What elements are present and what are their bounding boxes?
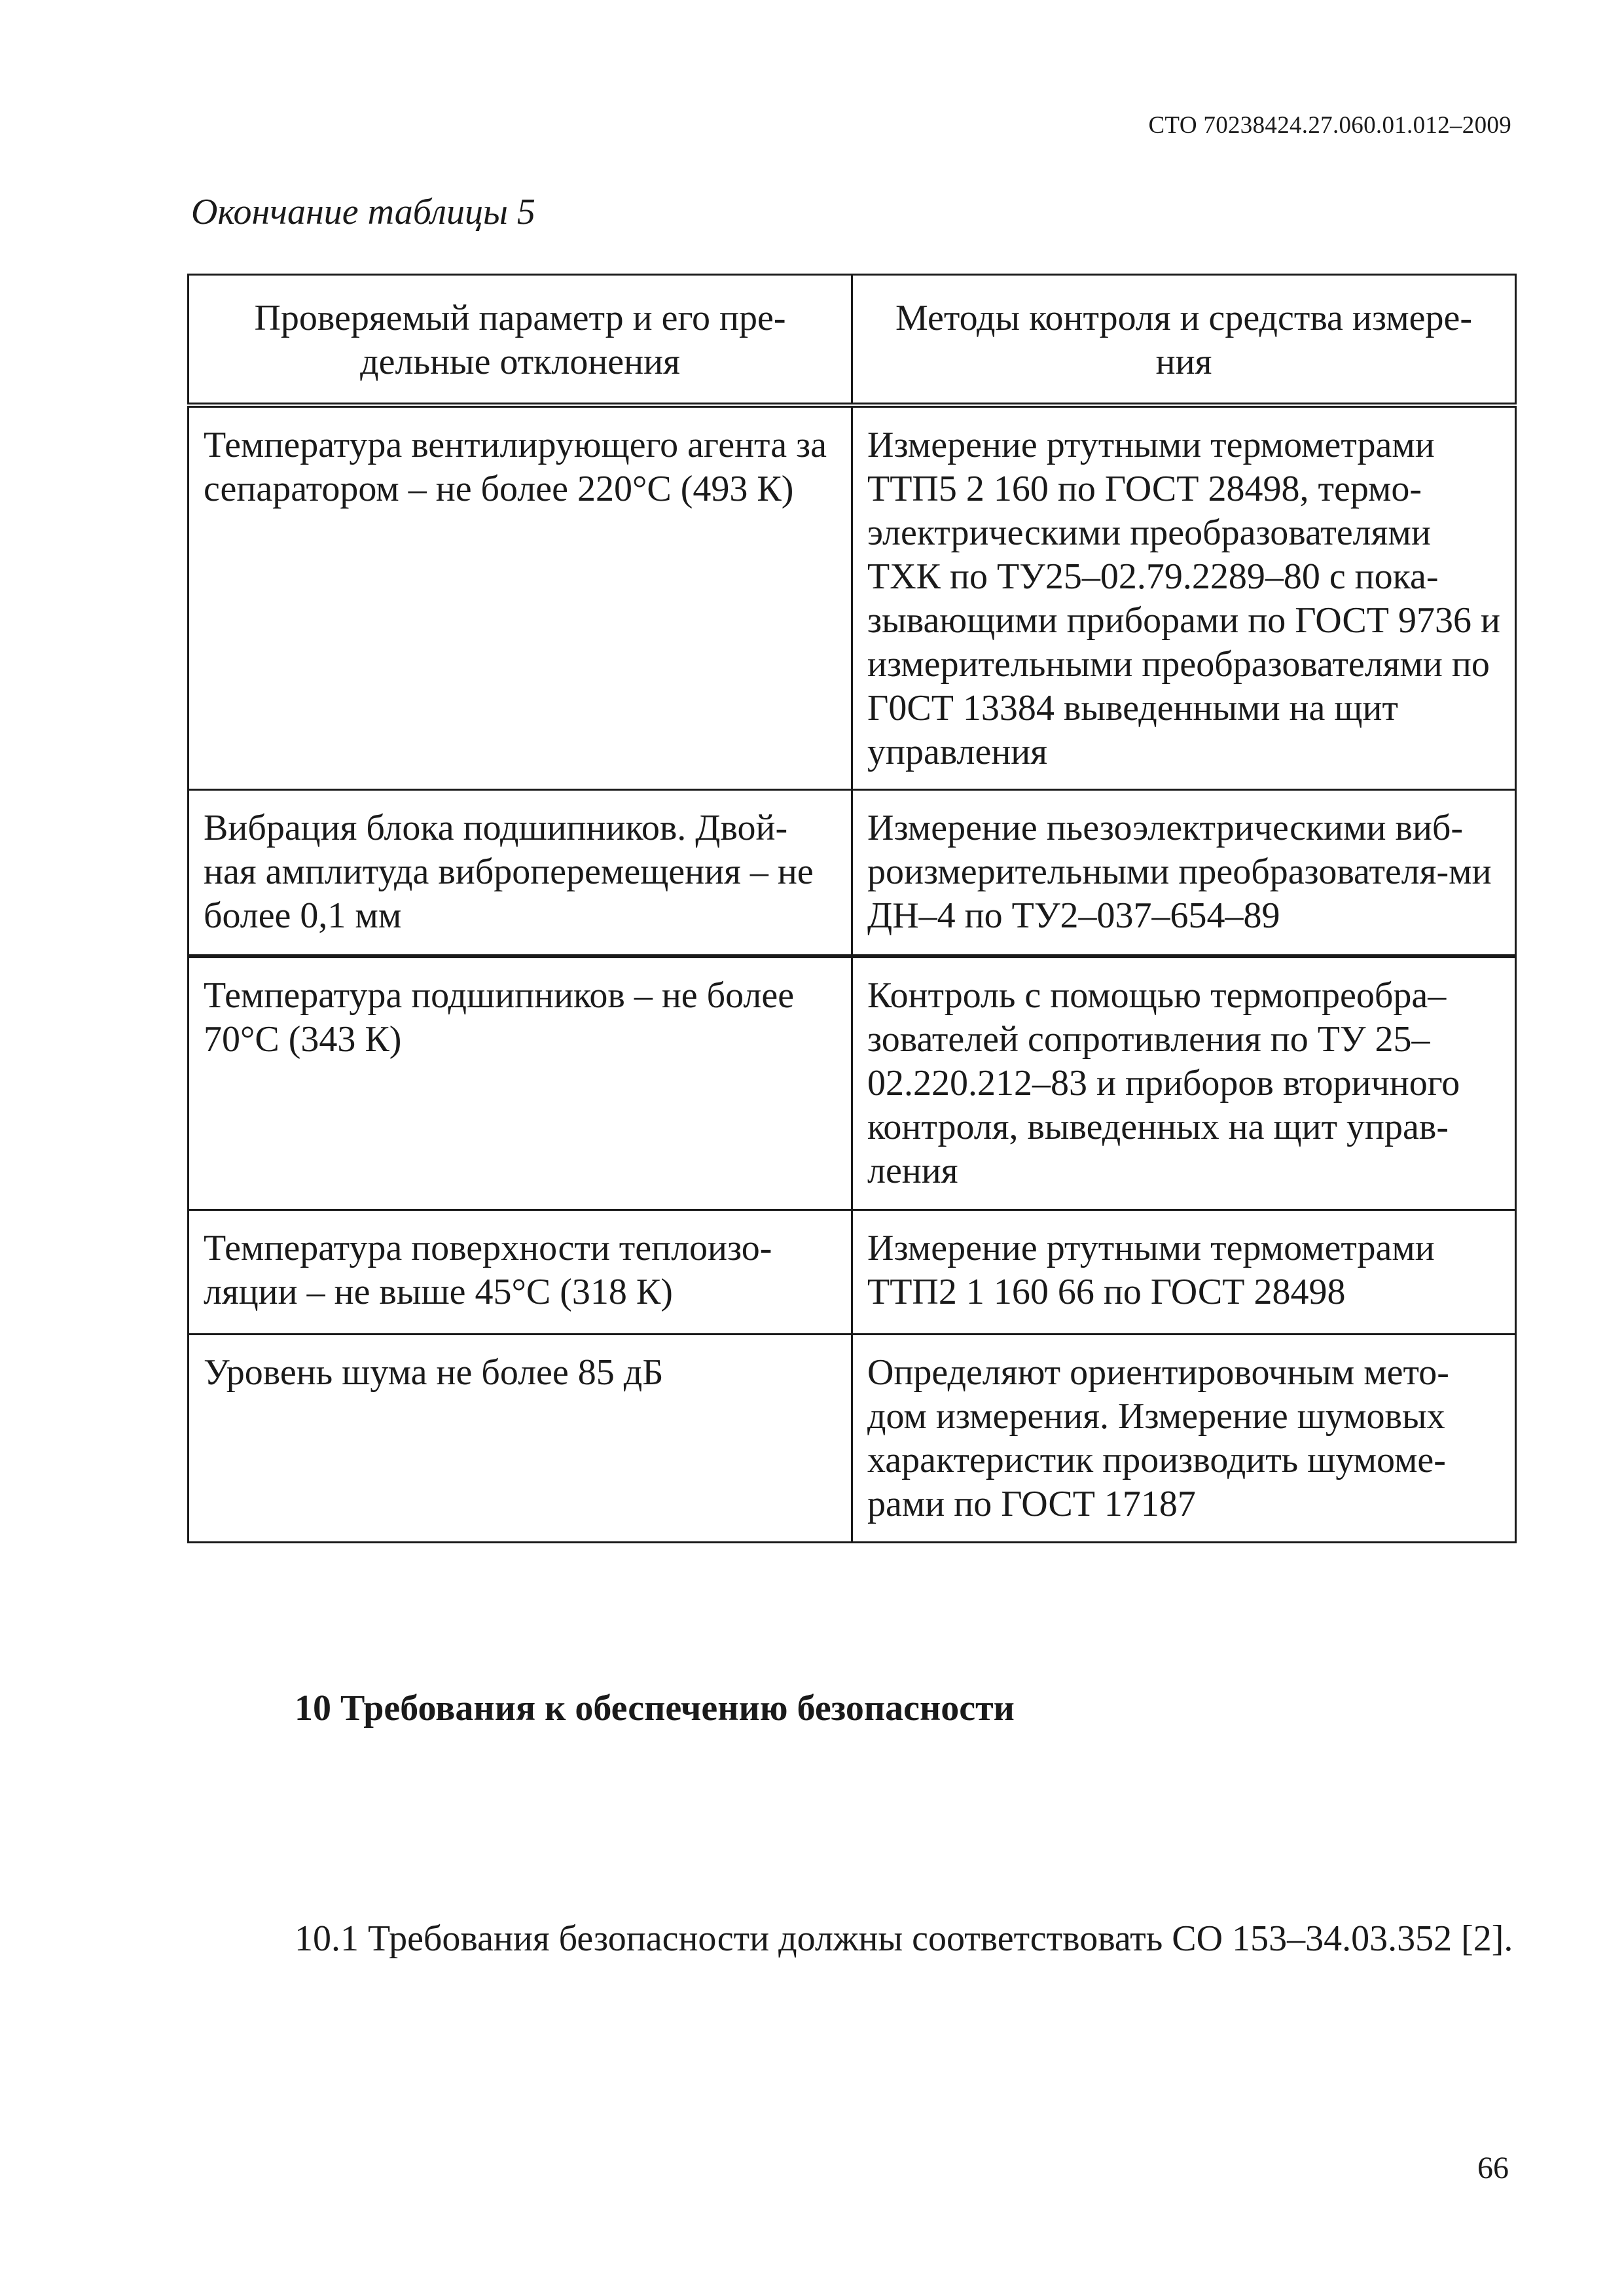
cell-parameter: Температура подшипников – не более 70°С (343 К) bbox=[189, 956, 852, 1210]
cell-method: Измерение пьезоэлектрическими виб-роизмерительными преобразователя-ми ДН–4 по ТУ2–037–654–89 bbox=[852, 790, 1516, 956]
table-row bbox=[189, 1210, 1516, 1335]
cell-method: Контроль с помощью термопреобра–зователей сопротивления по ТУ 25–02.220.212–83 и приборов вторичного контроля, выведенных на щит управ-ления bbox=[852, 956, 1516, 1210]
cell-method: Определяют ориентировочным мето-дом измерения. Измерение шумовых характеристик производить шумоме-рами по ГОСТ 17187 bbox=[852, 1335, 1516, 1543]
cell-parameter: Уровень шума не более 85 дБ bbox=[189, 1335, 852, 1543]
header-method: Методы контроля и средства измере-ния bbox=[852, 275, 1516, 406]
cell-parameter: Вибрация блока подшипников. Двой-ная амплитуда виброперемещения – не более 0,1 мм bbox=[189, 790, 852, 956]
document-code: СТО 70238424.27.060.01.012–2009 bbox=[1148, 112, 1511, 139]
table-row bbox=[189, 1335, 1516, 1543]
cell-method: Измерение ртутными термометрами ТТП5 2 160 по ГОСТ 28498, термо-электрическими преобразователями ТХК по ТУ25–02.79.2289–80 с пока-зывающими приборами по ГОСТ 9736 и измерительными преобразователями по Г0СТ 13384 выведенными на щит управления bbox=[852, 405, 1516, 790]
table-row bbox=[189, 956, 1516, 1210]
cell-parameter: Температура поверхности теплоизо-ляции – не выше 45°С (318 К) bbox=[189, 1210, 852, 1335]
spec-table bbox=[187, 274, 1517, 1543]
page-number: 66 bbox=[1477, 2151, 1509, 2185]
section-heading: 10 Требования к обеспечению безопасности bbox=[295, 1688, 1015, 1729]
table-caption: Окончание таблицы 5 bbox=[191, 192, 535, 232]
table-row bbox=[189, 790, 1516, 956]
table-header-row bbox=[189, 275, 1516, 406]
table-row bbox=[189, 405, 1516, 790]
cell-method: Измерение ртутными термометрами ТТП2 1 160 66 по ГОСТ 28498 bbox=[852, 1210, 1516, 1335]
section-paragraph: 10.1 Требования безопасности должны соответствовать СО 153–34.03.352 [2]. bbox=[295, 1918, 1513, 1959]
cell-parameter: Температура вентилирующего агента за сепаратором – не более 220°С (493 К) bbox=[189, 405, 852, 790]
header-parameter: Проверяемый параметр и его пре-дельные отклонения bbox=[189, 275, 852, 406]
